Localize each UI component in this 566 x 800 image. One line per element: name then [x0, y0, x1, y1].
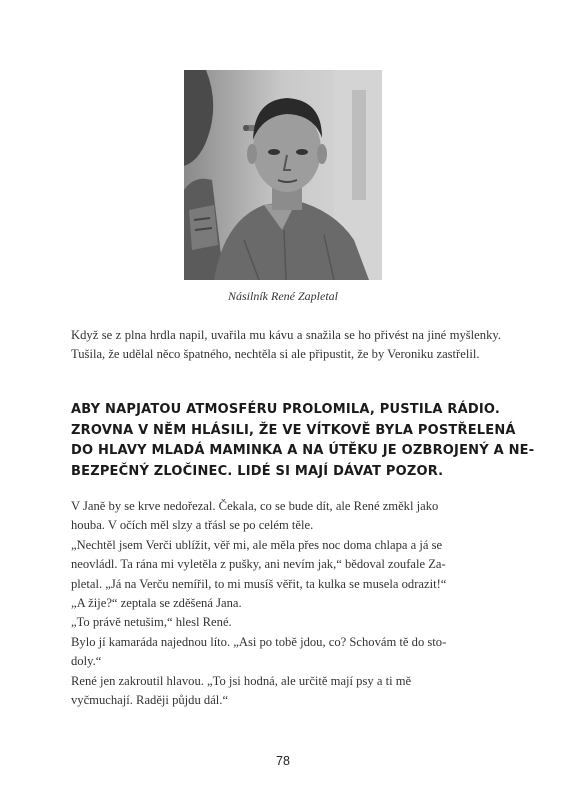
photo-caption: Násilník René Zapletal [228, 289, 338, 303]
text-line: doly.“ [71, 654, 102, 669]
photo-rene-zapletal [184, 70, 382, 280]
paragraph-dialogue [71, 497, 501, 710]
text-line: pletal. „Já na Verču nemířil, to mi musíš věřit, ta kulka se musela odrazit!“ [71, 576, 447, 591]
highlight-line: ABY NAPJATOU ATMOSFÉRU PROLOMILA, PUSTILA RÁDIO. [71, 402, 500, 417]
text-line: Bylo jí kamaráda najednou líto. „Asi po tobě jdou, co? Schovám tě do sto- [71, 634, 447, 649]
page-number: 78 [276, 754, 290, 768]
text-line: V Janě by se krve nedořezal. Čekala, co se bude dít, ale René změkl jako [71, 499, 439, 513]
text-line: vyčmuchají. Raději půjdu dál.“ [71, 693, 229, 708]
text-line: neovládl. Ta rána mi vyletěla z pušky, ani nevím jak,“ bědoval zoufale Za- [71, 557, 446, 572]
text-line: „To právě netušim,“ hlesl René. [71, 615, 232, 630]
text-line: houba. V očích měl slzy a třásl se po celém těle. [71, 518, 314, 533]
text-line: „Nechtěl jsem Verči ublížit, věř mi, ale měla přes noc doma chlapa a já se [71, 537, 443, 552]
text-line: „A žije?“ zeptala se zděšená Jana. [71, 596, 242, 611]
paragraph-intro [71, 326, 501, 365]
highlight-line: ZROVNA V NĚM HLÁSILI, ŽE VE VÍTKOVĚ BYLA POSTŘELENÁ [71, 422, 516, 438]
highlight-line: BEZPEČNÝ ZLOČINEC. LIDÉ SI MAJÍ DÁVAT POZOR. [71, 464, 444, 480]
highlight-line: DO HLAVY MLADÁ MAMINKA A NA ÚTĚKU JE OZBROJENÝ A NE- [71, 443, 535, 459]
photo-image [184, 70, 382, 280]
paragraph-text: Když se z plna hrdla napil, uvařila mu kávu a snažila se ho přivést na jiné myšlenky. Tušila, že udělal něco špatného, nechtěla si ale připustit, že by Veroniku zastřelil. [71, 328, 501, 362]
text-line: René jen zakroutil hlavou. „To jsi hodná, ale určitě mají psy a ti mě [71, 673, 412, 688]
highlight-block [71, 400, 535, 483]
